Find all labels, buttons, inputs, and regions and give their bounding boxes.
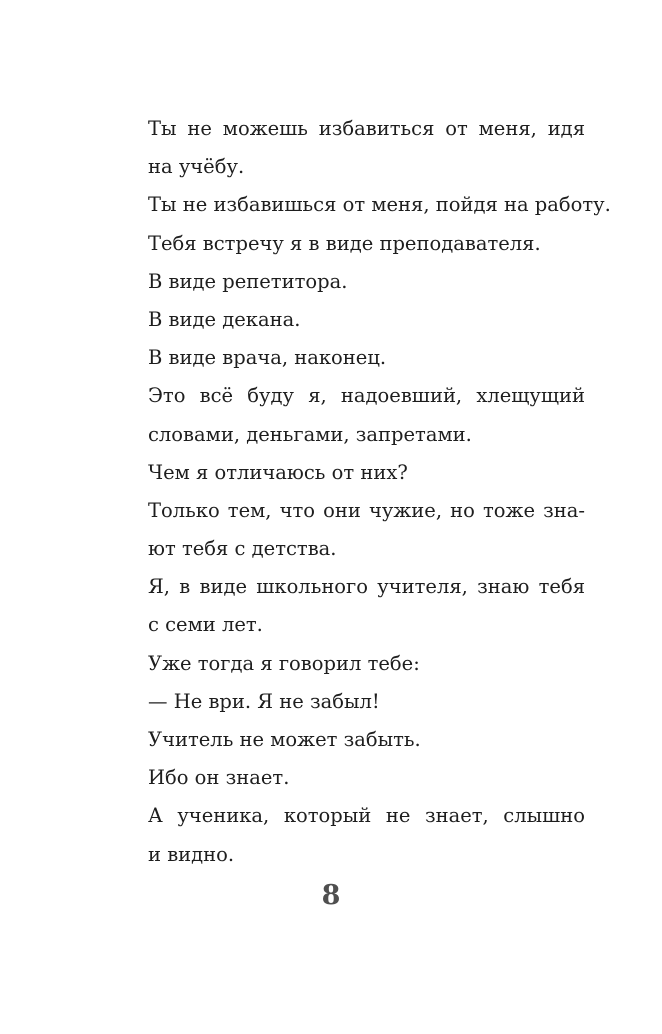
text-line: на учёбу. <box>148 155 245 179</box>
text-line: с семи лет. <box>148 613 263 637</box>
text-line: Ты не избавишься от меня, пойдя на работу. <box>148 193 611 217</box>
text-line: Тебя встречу я в виде преподавателя. <box>148 231 541 255</box>
text-line: В виде врача, наконец. <box>148 346 387 370</box>
text-line: Ибо он знает. <box>148 766 290 790</box>
text-line: Это всё буду я, надоевший, хлещущий <box>148 384 585 408</box>
text-line: — Не ври. Я не забыл! <box>148 689 380 713</box>
text-line: Я, в виде школьного учителя, знаю тебя <box>148 575 585 599</box>
text-line: Уже тогда я говорил тебе: <box>148 651 420 675</box>
text-line: и видно. <box>148 842 235 866</box>
text-line: Ты не можешь избавиться от меня, идя <box>148 117 585 140</box>
text-line: В виде декана. <box>148 307 301 331</box>
body-text <box>148 110 611 874</box>
text-line: ют тебя с детства. <box>148 537 337 561</box>
text-line: Учитель не может забыть. <box>148 728 421 751</box>
text-line: Только тем, что они чужие, но тоже зна- <box>148 498 585 522</box>
text-line: Чем я отличаюсь от них? <box>148 460 408 484</box>
text-line: словами, деньгами, запретами. <box>148 422 472 446</box>
text-line: А ученика, который не знает, слышно <box>148 804 585 828</box>
page-number: 8 <box>321 880 341 911</box>
text-line: В виде репетитора. <box>148 269 348 293</box>
